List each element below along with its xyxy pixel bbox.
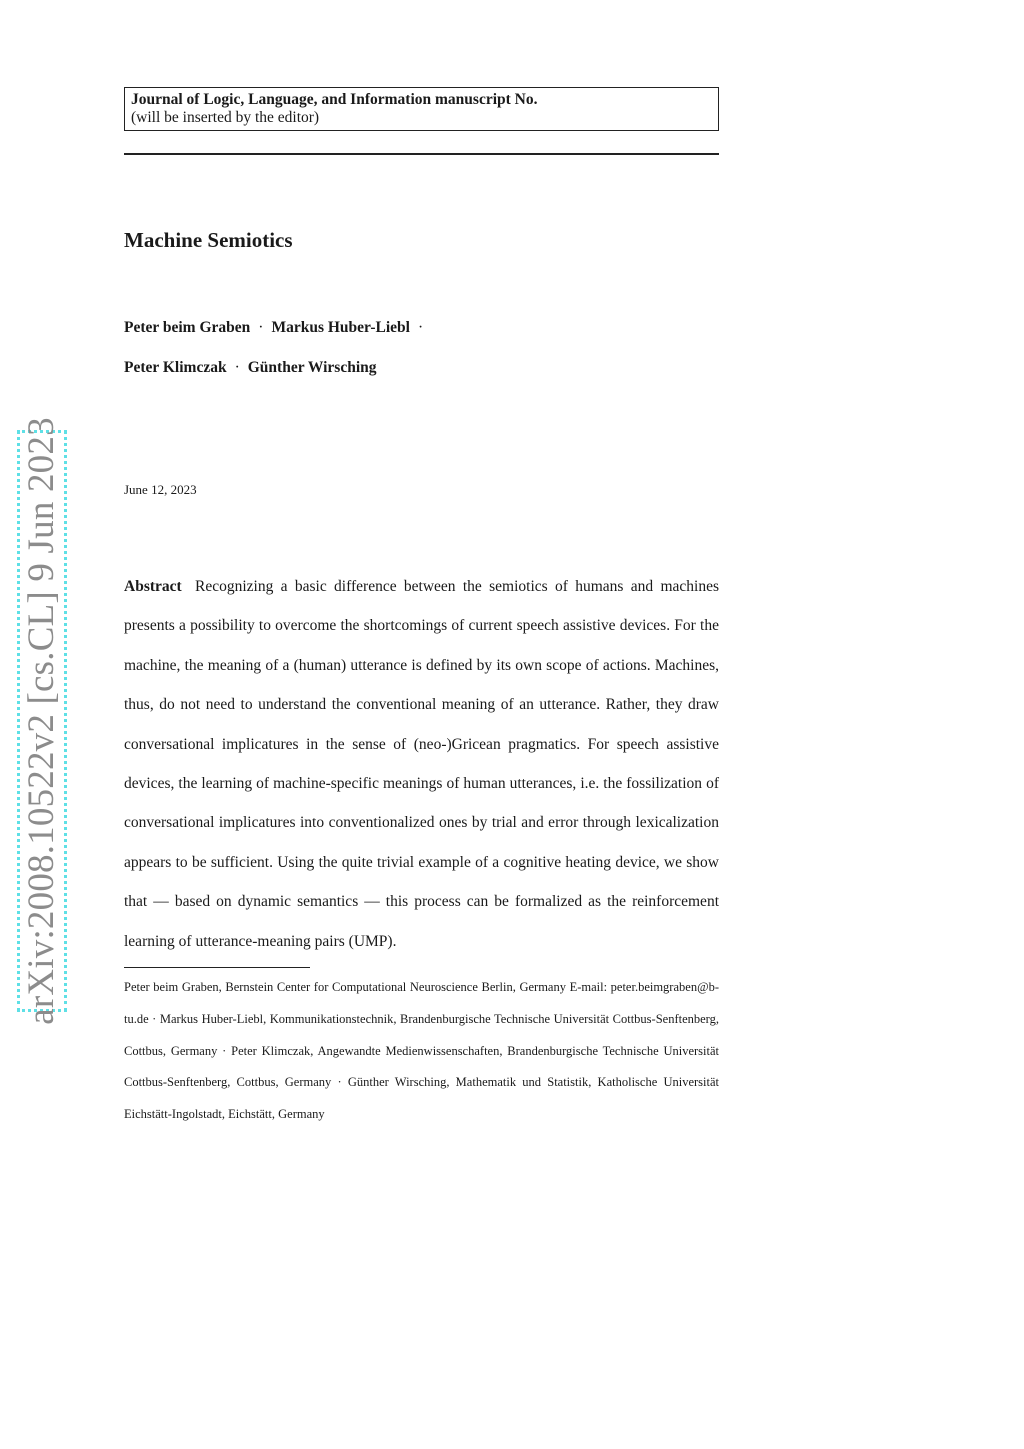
paper-date: June 12, 2023 xyxy=(124,482,197,497)
author-name: Peter Klimczak xyxy=(124,359,227,376)
journal-name: Journal of Logic, Language, and Information manuscript No. xyxy=(131,91,538,108)
author-separator: · xyxy=(234,359,240,376)
footnote-rule xyxy=(124,967,310,968)
arxiv-identifier[interactable]: arXiv:2008.10522v2 [cs.CL] 9 Jun 2023 xyxy=(21,417,62,1025)
journal-header-box xyxy=(124,87,719,131)
author-name: Peter beim Graben xyxy=(124,319,251,336)
author-affiliations-footnote: Peter beim Graben, Bernstein Center for Computational Neuroscience Berlin, Germany E-mail: peter.beimgraben@b-tu.de · Markus Huber-Liebl, Kommunikationstechnik, Brandenburgische Technische Universität Cottbus-Senftenberg, Cottbus, Germany · Peter Klimczak, Angewandte Medienwissenschaften, Brandenburgische Technische Universität Cottbus-Senftenberg, Cottbus, Germany · Günther Wirsching, Mathematik und Statistik, Katholische Universität Eichstätt-Ingolstadt, Eichstätt, Germany xyxy=(124,980,719,1122)
abstract xyxy=(124,567,719,961)
header-rule xyxy=(124,153,719,155)
author-name: Markus Huber-Liebl xyxy=(271,319,410,336)
abstract-label: Abstract xyxy=(124,578,182,595)
abstract-text: Recognizing a basic difference between the semiotics of humans and machines presents a possibility to overcome the shortcomings of current speech assistive devices. For the machine, the meaning of a (human) utterance is defined by its own scope of actions. Machines, thus, do not need to understand the conventional meaning of an utterance. Rather, they draw conversational implicatures in the sense of (neo-)Gricean pragmatics. For speech assistive devices, the learning of machine-specific meanings of human utterances, i.e. the fossilization of conversational implicatures into conventionalized ones by trial and error through lexicalization appears to be sufficient. Using the quite trivial example of a cognitive heating device, we show that — based on dynamic semantics — this process can be formalized as the reinforcement learning of utterance-meaning pairs (UMP). xyxy=(124,578,720,950)
authors-line-1 xyxy=(124,318,431,338)
paper-title: Machine Semiotics xyxy=(124,228,293,252)
authors-line-2 xyxy=(124,358,377,378)
author-separator: · xyxy=(258,319,264,336)
author-separator: · xyxy=(417,319,424,336)
editor-note: (will be inserted by the editor) xyxy=(131,109,320,126)
author-name: Günther Wirsching xyxy=(247,359,377,376)
